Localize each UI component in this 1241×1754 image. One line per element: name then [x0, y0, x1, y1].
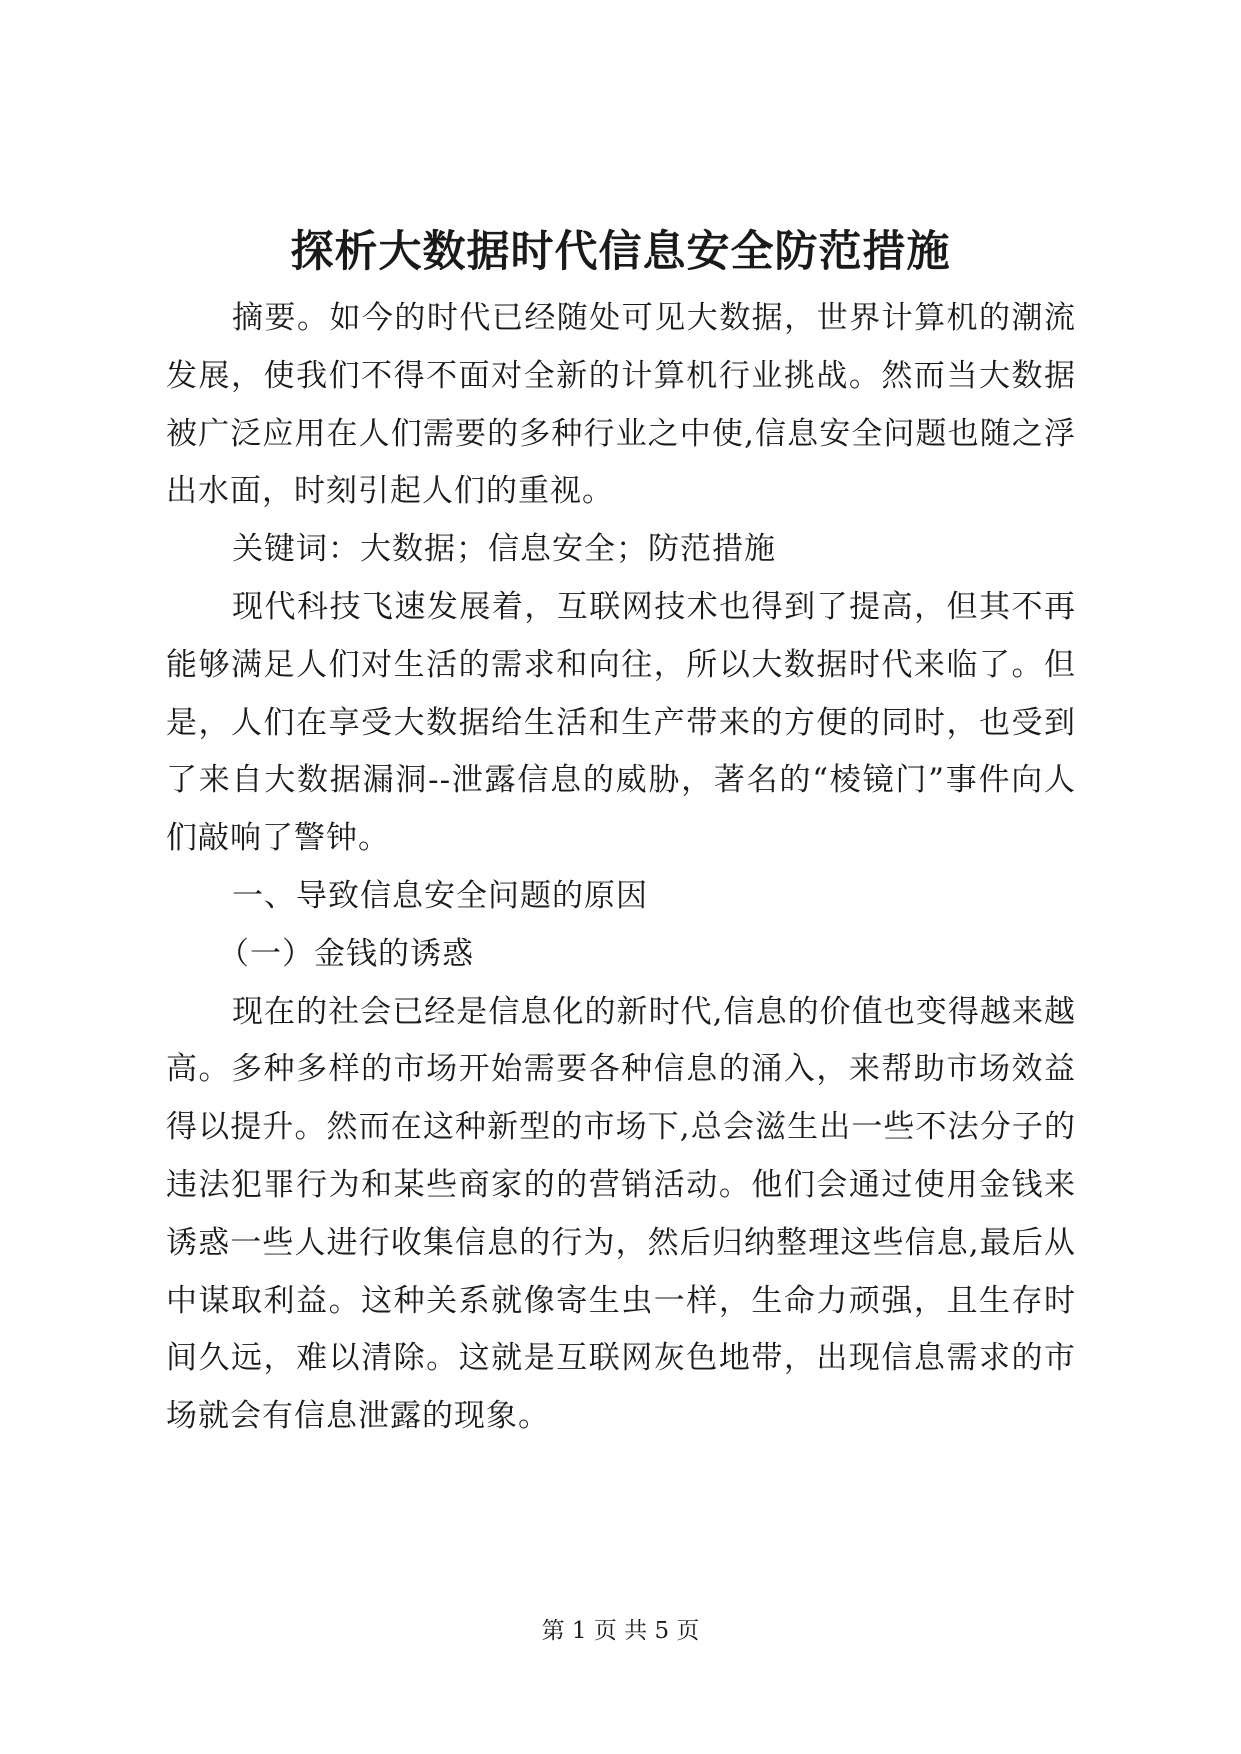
abstract-paragraph: 摘要。如今的时代已经随处可见大数据，世界计算机的潮流发展，使我们不得不面对全新的计算机行业挑战。然而当大数据被广泛应用在人们需要的多种行业之中使,信息安全问题也随之浮出水面，时刻引起人们的重视。 — [166, 300, 1076, 510]
document-title: 探析大数据时代信息安全防范措施 — [290, 227, 951, 277]
body-paragraph: 现在的社会已经是信息化的新时代,信息的价值也变得越来越高。多种多样的市场开始需要各种信息的涌入，来帮助市场效益得以提升。然而在这种新型的市场下,总会滋生出一些不法分子的违法犯罪行为和某些商家的的营销活动。他们会通过使用金钱来诱惑一些人进行收集信息的行为，然后归纳整理这些信息,最后从中谋取利益。这种关系就像寄生虫一样，生命力顽强，且生存时间久远，难以清除。这就是互联网灰色地带，出现信息需求的市场就会有信息泄露的现象。 — [166, 993, 1076, 1435]
subsection-heading: （一）金钱的诱惑 — [218, 935, 474, 972]
section-heading: 一、导致信息安全问题的原因 — [232, 877, 648, 914]
page-number-footer: 第 1 页 共 5 页 — [541, 1618, 700, 1644]
intro-paragraph: 现代科技飞速发展着，互联网技术也得到了提高，但其不再能够满足人们对生活的需求和向往，所以大数据时代来临了。但是，人们在享受大数据给生活和生产带来的方便的同时，也受到了来自大数据漏洞--泄露信息的威胁，著名的“棱镜门”事件向人们敲响了警钟。 — [166, 588, 1076, 857]
document-body — [166, 290, 1076, 1446]
keywords-paragraph: 关键词：大数据；信息安全；防范措施 — [232, 531, 776, 568]
